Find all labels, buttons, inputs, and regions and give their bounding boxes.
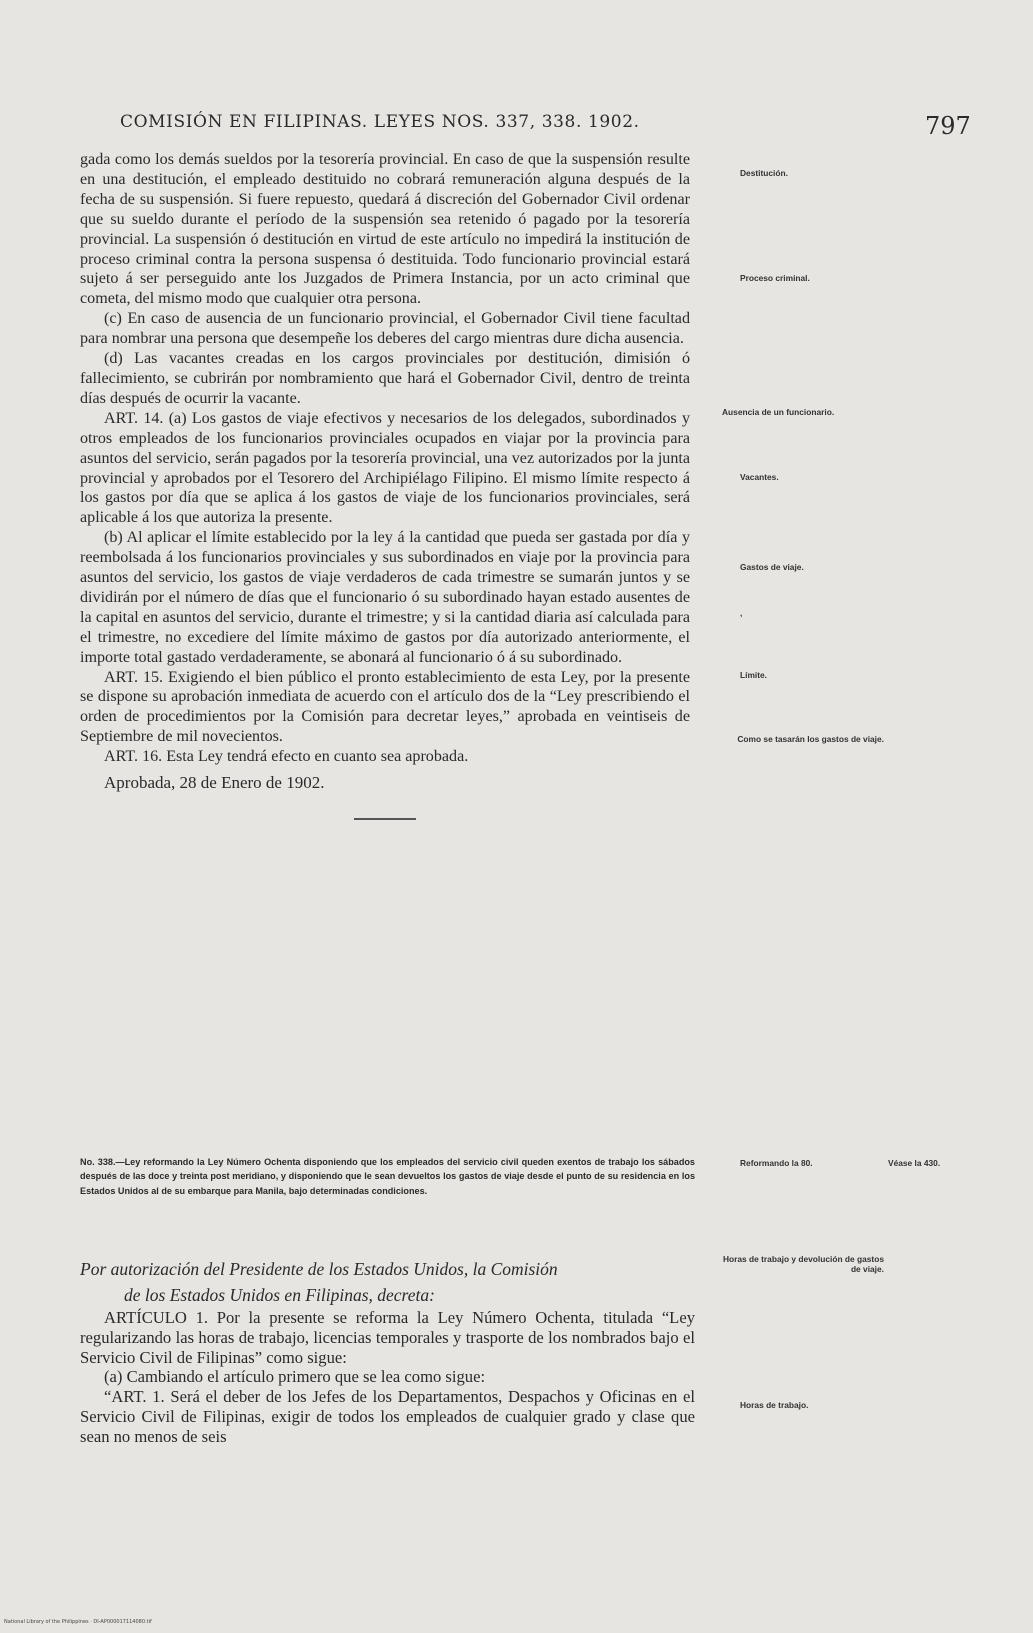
paragraph: (c) En caso de ausencia de un funcionario provincial, el Gobernador Civil tiene facultad para nombrar una persona que desempeñe los deberes del cargo mientras dure dicha ausencia. [80,310,690,348]
margin-note-reformando: Reformando la 80. [740,1158,813,1168]
margin-note-ausencia: Ausencia de un funcionario. [722,407,835,417]
paragraph: ART. 14. (a) Los gastos de viaje efectivos y necesarios de los delegados, subordinados y otros empleados de los funcionarios provinciales ocupados en viajar por la provincia para asuntos del servicio, serán pagados por la tesorería provincial, una vez autorizados por la junta provincial y aprobados por el Tesorero del Archipiélago Filipino. El mismo límite respecto á los gastos por día que se aplica á los gastos de viaje de los funcionarios provinciales, será aplicable á los que autoriza la presente. [80,409,690,527]
margin-note-vease: Véase la 430. [888,1158,941,1168]
law-articles [80,1308,695,1447]
margin-note-vacantes: Vacantes. [740,472,779,482]
article: (a) Cambiando el artículo primero que se lea como sigue: [104,1367,486,1387]
paragraph: ART. 15. Exigiendo el bien público el pronto establecimiento de esta Ley, por la presente se dispone su aprobación inmediata de acuerdo con el artículo dos de la “Ley prescribiendo el orden de procedimientos por la Comisión para decretar leyes,” aprobada en veintiseis de Septiembre de mil novecientos. [80,668,690,746]
preamble-line: de los Estados Unidos en Filipinas, decreta: [124,1285,435,1305]
paragraph: ART. 16. Esta Ley tendrá efecto en cuanto sea aprobada. [104,748,469,766]
article: ARTÍCULO 1. Por la presente se reforma la Ley Número Ochenta, titulada “Ley regularizando las horas de trabajo, licencias temporales y trasporte de los nombrados bajo el Servicio Civil de Filipinas” como sigue: [80,1308,695,1367]
scan-footer: National Library of the Philippines · DI-AP000017114080.tif [4,1619,152,1625]
article: “ART. 1. Será el deber de los Jefes de los Departamentos, Despachos y Oficinas en el Servicio Civil de Filipinas, exigir de todos los empleados de cualquier grado y clase que sean no menos de seis [80,1387,695,1446]
preamble [80,1256,695,1308]
margin-note-horas-devolucion: Horas de trabajo y devolución de gastos de viaje. [722,1254,884,1274]
margin-note-limite: Límite. [740,670,767,680]
page-number: 797 [925,112,971,140]
approval-date: Aprobada, 28 de Enero de 1902. [104,773,325,793]
margin-note-comma: , [740,608,743,618]
margin-note-horas: Horas de trabajo. [740,1400,809,1410]
body-text [80,150,690,820]
margin-note-proceso: Proceso criminal. [740,273,810,283]
margin-note-gastos: Gastos de viaje. [740,562,804,572]
running-head: COMISIÓN EN FILIPINAS. LEYES NOS. 337, 338. 1902. [120,112,640,132]
paragraph: (d) Las vacantes creadas en los cargos provinciales por destitución, dimisión ó fallecimiento, se cubrirán por nombramiento que hará el Gobernador Civil, dentro de treinta días después de ocurrir la vacante. [80,350,690,407]
section-divider [354,818,416,820]
margin-note-destitucion: Destitución. [740,168,788,178]
law-heading: No. 338.—Ley reformando la Ley Número Ochenta disponiendo que los empleados del servicio civil queden exentos de trabajo los sábados después de las doce y treinta post meridiano, y disponiendo que le sean devueltos los gastos de viaje desde el punto de su residencia en los Estados Unidos al de su embarque para Manila, bajo determinadas condiciones. [80,1157,695,1196]
preamble-line: Por autorización del Presidente de los Estados Unidos, la Comisión [80,1259,558,1279]
paragraph: (b) Al aplicar el límite establecido por la ley á la cantidad que pueda ser gastada por día y reembolsada á los funcionarios provinciales y sus subordinados en viaje por la provincia para asuntos del servicio, los gastos de viaje verdaderos de cada trimestre se sumarán juntos y se dividirán por el número de días que el funcionario ó su subordinado hayan estado ausentes de la capital en asuntos del servicio, durante el trimestre; y si la cantidad diaria así calculada para el trimestre, no excediere del límite máximo de gastos por día autorizado anteriormente, el importe total gastado verdaderamente, se abonará al funcionario ó á su subordinado. [80,529,690,666]
margin-note-como: Como se tasarán los gastos de viaje. [737,734,884,744]
paragraph: gada como los demás sueldos por la tesorería provincial. En caso de que la suspensión resulte en una destitución, el empleado destituido no cobrará remuneración alguna después de la fecha de su suspensión. Si fuere repuesto, quedará á discreción del Gobernador Civil ordenar que su sueldo durante el período de la suspensión sea retenido ó pagado por la tesorería provincial. La suspensión ó destitución en virtud de este artículo no impedirá la institución de proceso criminal contra la persona suspensa ó destituida. Todo funcionario provincial estará sujeto á ser perseguido ante los Juzgados de Primera Instancia, por un acto criminal que cometa, del mismo modo que cualquier otra persona. [80,151,690,308]
